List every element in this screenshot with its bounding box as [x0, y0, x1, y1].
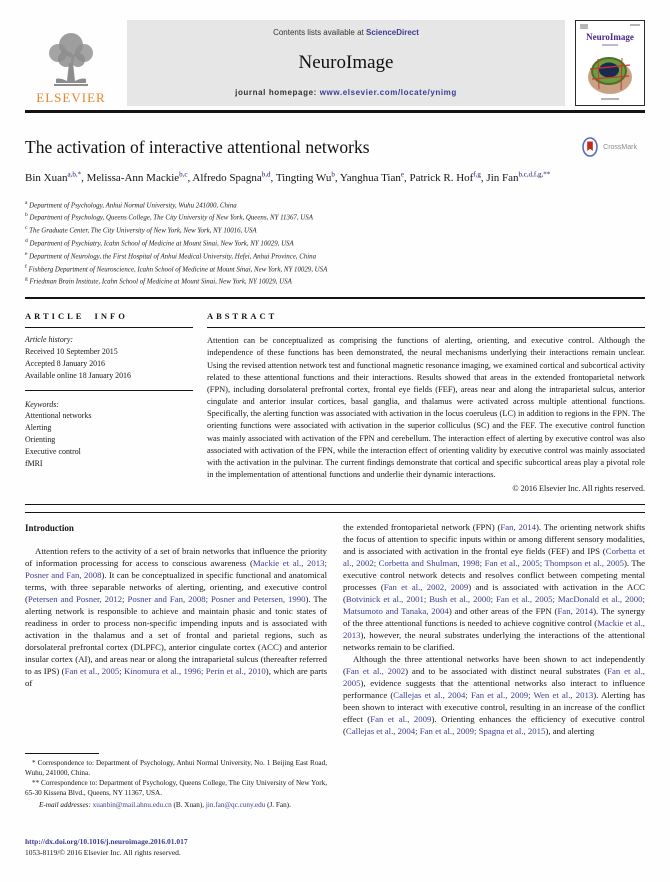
doi-link[interactable]: http://dx.doi.org/10.1016/j.neuroimage.2016.01.017: [25, 836, 188, 846]
affiliation: $^a$ Department of Psychology, Anhui Normal University, Wuhu 241000, China: [25, 199, 237, 209]
abstract-heading: ABSTRACT: [207, 311, 278, 322]
citation-link[interactable]: Fan et al., 2005: [343, 666, 645, 689]
text-run: ). The executive control network detects and resolves conflict between competing mental processes (: [343, 558, 645, 593]
history-item: Received 10 September 2015: [25, 347, 118, 357]
introduction-heading: Introduction: [25, 523, 74, 534]
journal-cover-thumbnail[interactable]: [575, 20, 645, 106]
text-run: Although the three attentional networks have been shown to act independently (: [343, 654, 645, 677]
intro-paragraph-1: [25, 546, 327, 690]
elsevier-wordmark: ELSEVIER: [36, 90, 106, 105]
author: Melissa-Ann Mackie$^{b,c}$,: [86, 170, 193, 184]
keyword: fMRI: [25, 458, 43, 468]
text-run: ). The orienting network shifts the focus of attention to specific inputs within or among different sensory modalities, and is associated with activation in the frontal eye fields (FEF) and IPS (: [343, 522, 646, 557]
article-info-heading: ARTICLE INFO: [25, 311, 128, 322]
affiliation: $^e$ Department of Neurology, the First Hospital of Anhui Medical University, Hefei, Anhui Province, China: [25, 250, 317, 261]
text-run: ), evidence suggests that the attentional networks also interact to influence performance (: [343, 678, 645, 701]
text-run: ) and to be associated with distinct neural substrates (: [405, 666, 608, 677]
sciencedirect-link[interactable]: ScienceDirect: [366, 28, 419, 37]
intro-paragraph-1-continued: [343, 522, 645, 654]
text-run: ), which are parts of: [25, 665, 327, 688]
issn-copyright-line: 1053-8119/© 2016 Elsevier Inc. All rights reserved.: [25, 848, 181, 858]
citation-link[interactable]: Corbetta et al., 2002; Corbetta and Shulman, 1998; Fan et al., 2005; Thompson et al., 2005: [343, 546, 646, 569]
homepage-label: journal homepage:: [235, 88, 320, 97]
text-run: ). The synergy of the three attentional functions is needed to achieve cognitive control (: [343, 606, 645, 629]
text-run: ). Orienting enhances the efficiency of executive control (: [343, 714, 645, 737]
contents-prefix: Contents lists available at: [273, 28, 366, 37]
cover-decoration: [602, 44, 618, 46]
cover-decoration: [630, 24, 640, 26]
body-left-column: [25, 522, 327, 858]
citation-link[interactable]: jin.fan@qc.cuny.edu: [205, 800, 266, 809]
text-run: ). Alerting has been shown to interact with executive control, resulting in an increase of the conflict effect (: [343, 690, 645, 725]
elsevier-tree-icon: [42, 29, 100, 89]
footnote-rule: [25, 753, 99, 754]
cover-journal-title: NeuroImage: [586, 32, 634, 42]
article-title: The activation of interactive attentional networks: [25, 137, 370, 157]
rule: [25, 390, 193, 391]
text-run: ) and other areas of the FPN (: [448, 606, 558, 617]
footnote-correspondence-2: ** Correspondence to: Department of Psychology, Queens College, The City University of New York, 65-30 Kissena Blvd., Queens, NY 11367, USA.: [25, 779, 327, 798]
citation-link[interactable]: Callejas et al., 2004; Fan et al., 2009; Wen et al., 2013: [393, 690, 594, 701]
history-label: Article history:: [25, 335, 73, 345]
author: Tingting Wu$^b$,: [275, 170, 340, 184]
cover-decoration: [601, 98, 619, 100]
citation-link[interactable]: Fan, 2014: [557, 606, 594, 617]
text-run: ) and is associated with activation in the ACC (: [343, 582, 645, 605]
citation-link[interactable]: Callejas et al., 2004; Fan et al., 2009; Spagna et al., 2015: [345, 726, 546, 737]
abstract-copyright: © 2016 Elsevier Inc. All rights reserved.: [512, 484, 645, 494]
keyword: Attentional networks: [25, 411, 92, 421]
abstract-panel: [207, 299, 645, 493]
elsevier-logo[interactable]: [25, 20, 117, 106]
affiliation: $^d$ Department of Psychiatry, Icahn School of Medicine at Mount Sinai, New York, NY 10029, USA: [25, 238, 294, 248]
text-run: ). The alerting network is responsible to achieve and maintain phasic and tonic states of readiness in order to process non-specific impending inputs and is associated with activation in the thalamus and a set of frontal and parietal regions, such as dorsolateral prefrontal cortex (DLPFC), anterior cingulate cortex (ACC) and anterior insular cortex (AI), and areas near or along the intraparietal sulcus (thereafter referred to as IPS) (: [25, 593, 328, 676]
affiliation-list: [25, 199, 645, 288]
citation-link[interactable]: Fan et al., 2005; Kinomura et al., 1996; Perin et al., 2010: [64, 665, 266, 676]
author: Patrick R. Hof$^{f,g}$,: [409, 170, 487, 184]
crossmark-label: CrossMark: [603, 143, 637, 151]
brain-image: [584, 49, 636, 97]
citation-link[interactable]: Mackie et al., 2013: [343, 618, 645, 641]
affiliation: $^b$ Department of Psychology, Queens College, The City University of New York, Queens, NY 11367, USA: [25, 212, 313, 222]
crossmark-icon: [580, 137, 600, 157]
footnote-area: [25, 753, 327, 859]
keyword: Orienting: [25, 435, 56, 445]
doi-block: [25, 836, 327, 859]
rule: [25, 327, 193, 328]
text-run: ). It can be conceptualized in specific functional and anatomical terms, with three separable networks of alerting, orienting, and executive control (: [25, 569, 328, 604]
citation-link[interactable]: Fan et al., 2002, 2009: [383, 582, 469, 593]
article-info-panel: [25, 299, 193, 493]
contents-line: [273, 28, 419, 37]
text-run: ), however, the neural substrates underlying the interactions of the attentional networks remain to be clarified.: [343, 630, 645, 653]
homepage-line: [235, 88, 457, 97]
author: Yanghua Tian$^e$,: [339, 170, 410, 184]
citation-link[interactable]: Fan et al., 2009: [370, 714, 432, 725]
citation-link[interactable]: Petersen and Posner, 2012; Posner and Fan, 2008; Posner and Petersen, 1990: [27, 593, 306, 604]
author: Jin Fan$^{b,c,d,f,g,**}$: [486, 170, 551, 184]
crossmark-badge[interactable]: [580, 137, 637, 157]
keyword: Alerting: [25, 423, 52, 433]
citation-link[interactable]: Fan et al., 2002: [345, 666, 406, 677]
citation-link[interactable]: Fan, 2014: [500, 522, 537, 533]
author: Alfredo Spagna$^{b,d}$,: [192, 170, 276, 184]
footnote-emails: [25, 800, 327, 810]
keyword: Executive control: [25, 447, 81, 457]
affiliation: $^g$ Friedman Brain Institute, Icahn School of Medicine at Mount Sinai, New York, NY 10029, USA: [25, 276, 292, 286]
cover-decoration: [580, 24, 588, 29]
rule: [25, 512, 645, 513]
homepage-url-link[interactable]: www.elsevier.com/locate/ynimg: [319, 88, 457, 97]
text-run: E-mail addresses:: [39, 800, 93, 809]
keywords-label: Keywords:: [25, 399, 59, 409]
text-run: ), and alerting: [545, 726, 595, 737]
affiliation: $^f$ Fishberg Department of Neuroscience, Icahn School of Medicine at Mount Sinai, New York, NY 10029, USA: [25, 263, 328, 273]
text-run: Attention refers to the activity of a set of brain networks that influence the priority of information processing for access to conscious awareness (: [25, 545, 327, 568]
author: Bin Xuan$^{a,b,*}$,: [25, 170, 87, 184]
rule: [207, 327, 645, 328]
text-run: (B. Xuan),: [171, 800, 206, 809]
citation-link[interactable]: Mackie et al., 2013; Posner and Fan, 2008: [25, 557, 327, 580]
journal-title: NeuroImage: [298, 51, 394, 73]
intro-paragraph-2: [343, 654, 645, 738]
history-item: Available online 18 January 2016: [25, 370, 131, 380]
citation-link[interactable]: Botvinick et al., 2001; Bush et al., 2000; Fan et al., 2005; MacDonald et al., 2000; Matsumoto and Tanaka, 2004: [343, 594, 645, 617]
journal-header: [25, 20, 645, 106]
abstract-text: Attention can be conceptualized as comprising the functions of alerting, orienting, and executive control. Although the independence of these functions has been demonstrated, the neural mechanisms underlying their interactions remain unclear. Using the revised attention network test and functional magnetic resonance imaging, we examined cortical and subcortical activity related to these attentional functions and their interactions. Results showed that areas in the extended frontoparietal network (FPN), including dorsolateral prefrontal cortex, frontal eye fields (FEF), areas near and along the intraparietal sulcus, anterior cingulate and anterior insular cortices, basal ganglia, and thalamus were activated across multiple attentional functions. Specifically, the alerting function was associated with activation in the locus coeruleus (LC) in addition to regions in the FPN. The orienting functions were associated with activation in the superior colliculus (SC) and the FEF. The executive control function was mainly associated with activation of the FPN and cerebellum. The interaction effect of alerting by executive control was also associated with activation of the FPN, while the interaction effect of orienting validity by executive control was mainly associated with the activation in the pulvinar. The current findings demonstrate that cortical and specific subcortical areas play a pivotal role in the implementation of attentional functions and underlie their dynamic interactions.: [207, 336, 645, 480]
citation-link[interactable]: xuanbin@mail.ahnu.edu.cn: [92, 800, 172, 809]
footnote-correspondence-1: * Correspondence to: Department of Psychology, Anhui Normal University, No. 1 Beijing East Road, Wuhu, 241000, China.: [25, 758, 327, 778]
history-item: Accepted 8 January 2016: [25, 358, 105, 368]
text-run: (J. Fan).: [265, 800, 291, 809]
header-rule: [25, 110, 645, 113]
text-run: the extended frontoparietal network (FPN) (: [343, 522, 501, 533]
journal-banner: [127, 20, 565, 106]
body-right-column: [343, 522, 645, 858]
author-list: [25, 169, 565, 187]
affiliation: $^c$ The Graduate Center, The City University of New York, New York, NY 10016, USA: [25, 225, 257, 235]
